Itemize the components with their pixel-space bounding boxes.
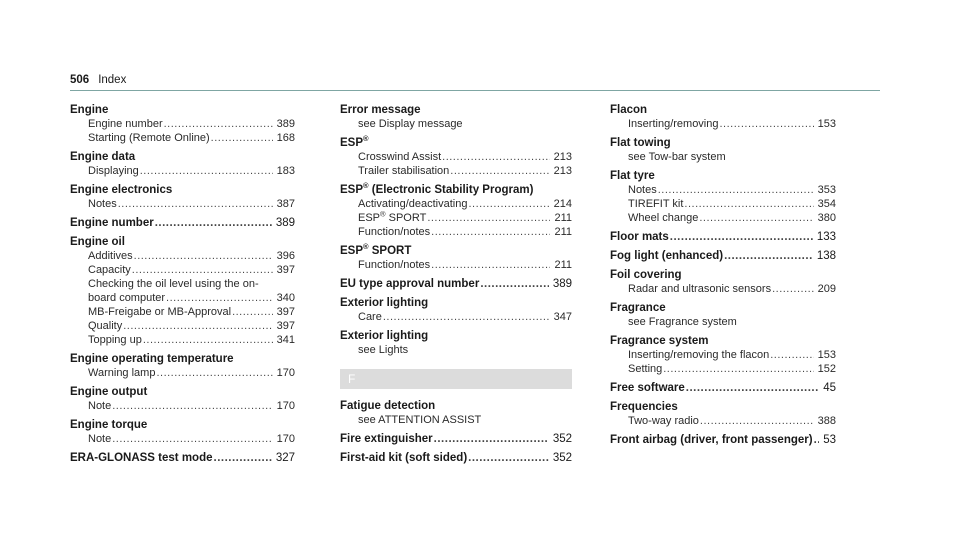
entry-title-row — [610, 301, 836, 315]
entry-title-row[interactable] — [70, 451, 295, 465]
entry-title-row — [70, 352, 295, 366]
dot-leader — [772, 282, 814, 296]
sub-entry[interactable] — [70, 131, 295, 145]
page-ref[interactable]: 340 — [276, 292, 295, 304]
dot-leader — [686, 381, 819, 395]
index-entry — [610, 334, 836, 376]
entry-title: Engine oil — [70, 236, 125, 248]
page-ref[interactable]: 168 — [276, 132, 295, 144]
page-ref[interactable]: 214 — [553, 198, 572, 210]
page-ref[interactable]: 389 — [276, 118, 295, 130]
sub-entry[interactable] — [340, 258, 572, 272]
sub-entry-text: see Tow-bar system — [628, 151, 726, 163]
sub-entry[interactable] — [70, 117, 295, 131]
entry-title-row — [70, 235, 295, 249]
index-entry — [340, 183, 572, 239]
dot-leader — [814, 433, 820, 447]
sub-entry[interactable] — [610, 211, 836, 225]
sub-entry — [610, 315, 836, 329]
page-ref[interactable]: 152 — [817, 363, 836, 375]
dot-leader — [720, 117, 814, 131]
sub-entry[interactable] — [340, 150, 572, 164]
sub-entry-text: Inserting/removing — [628, 118, 719, 130]
dot-leader — [468, 197, 549, 211]
entry-title: Fog light (enhanced) — [610, 250, 724, 262]
registered-mark: ® — [363, 181, 369, 191]
page-ref[interactable]: 45 — [823, 382, 836, 394]
index-column-3 — [610, 103, 836, 452]
index-entry — [610, 268, 836, 296]
dot-leader — [134, 249, 273, 263]
entry-title: ESP® SPORT — [340, 242, 412, 257]
sub-entry[interactable] — [610, 362, 836, 376]
page-ref[interactable]: 138 — [816, 250, 836, 262]
index-entry — [340, 103, 572, 131]
index-entry — [70, 385, 295, 413]
dot-leader — [112, 432, 272, 446]
sub-entry[interactable] — [70, 249, 295, 263]
page-ref[interactable]: 170 — [276, 433, 295, 445]
dot-leader — [431, 258, 550, 272]
index-entry — [340, 277, 572, 291]
index-entry — [610, 433, 836, 447]
index-entry — [70, 216, 295, 230]
dot-leader — [468, 451, 549, 465]
index-entry — [610, 136, 836, 164]
page-ref[interactable]: 352 — [552, 452, 572, 464]
dot-leader — [156, 366, 272, 380]
page-ref[interactable]: 352 — [552, 433, 572, 445]
sub-entry-text: Two-way radio — [628, 415, 699, 427]
sub-entry[interactable] — [70, 333, 295, 347]
page-ref[interactable]: 397 — [276, 320, 295, 332]
index-entry — [70, 150, 295, 178]
sub-entry[interactable] — [70, 277, 295, 305]
dot-leader — [143, 333, 273, 347]
sub-entry[interactable] — [610, 183, 836, 197]
sub-entry-text: Starting (Remote Online) — [88, 132, 210, 144]
entry-title-row — [340, 244, 572, 258]
entry-title: Exterior lighting — [340, 330, 429, 342]
sub-entry — [340, 413, 572, 427]
dot-leader — [700, 414, 814, 428]
index-entry — [70, 183, 295, 211]
index-entry — [340, 451, 572, 465]
sub-entry[interactable] — [70, 432, 295, 446]
dot-leader — [232, 305, 273, 319]
index-entry — [340, 136, 572, 178]
page-ref[interactable]: 387 — [276, 198, 295, 210]
sub-entry-text: ESP® SPORT — [358, 209, 427, 224]
entry-title: Frequencies — [610, 401, 678, 413]
entry-title-row[interactable] — [340, 451, 572, 465]
entry-title: Engine output — [70, 386, 148, 398]
entry-title: Engine electronics — [70, 184, 173, 196]
sub-entry[interactable] — [340, 225, 572, 239]
dot-leader — [663, 362, 813, 376]
sub-entry-text: Notes — [628, 184, 657, 196]
page-ref[interactable]: 153 — [817, 118, 836, 130]
entry-title: First-aid kit (soft sided) — [340, 452, 468, 464]
page-ref[interactable]: 153 — [817, 349, 836, 361]
entry-title-row — [340, 399, 572, 413]
sub-entry-text: Crosswind Assist — [358, 151, 442, 163]
sub-entry-text: Wheel change — [628, 212, 699, 224]
sub-entry-text: see Fragrance system — [628, 316, 737, 328]
entry-title: Fire extinguisher — [340, 433, 433, 445]
entry-title: Front airbag (driver, front passenger) — [610, 434, 813, 446]
index-entry — [340, 432, 572, 446]
entry-title: Floor mats — [610, 231, 669, 243]
page-ref[interactable]: 396 — [276, 250, 295, 262]
entry-title-row — [610, 169, 836, 183]
page-ref[interactable]: 213 — [553, 165, 572, 177]
sub-entry-text: Activating/deactivating — [358, 198, 468, 210]
page-ref[interactable]: 341 — [276, 334, 295, 346]
entry-title-row — [70, 418, 295, 432]
entry-title-row — [340, 329, 572, 343]
index-entry — [610, 169, 836, 225]
dot-leader — [684, 197, 813, 211]
page-ref[interactable]: 211 — [554, 226, 572, 238]
entry-title: Engine operating temperature — [70, 353, 234, 365]
page-ref[interactable]: 183 — [276, 165, 295, 177]
page-ref[interactable]: 170 — [276, 400, 295, 412]
dot-leader — [724, 249, 813, 263]
dot-leader — [166, 291, 273, 305]
entry-title-row — [340, 136, 572, 150]
page-ref[interactable]: 353 — [817, 184, 836, 196]
registered-mark: ® — [363, 134, 369, 144]
sub-entry-text: see Display message — [358, 118, 463, 130]
dot-leader — [442, 150, 550, 164]
entry-title: Exterior lighting — [340, 297, 429, 309]
dot-leader — [480, 277, 549, 291]
sub-entry-text: Function/notes — [358, 259, 431, 271]
entry-title: Error message — [340, 104, 421, 116]
dot-leader — [112, 399, 272, 413]
entry-title-row — [610, 334, 836, 348]
index-entry — [340, 244, 572, 272]
sub-entry-text: MB-Freigabe or MB-Approval — [88, 306, 232, 318]
sub-entry[interactable] — [70, 399, 295, 413]
sub-entry[interactable] — [70, 366, 295, 380]
dot-leader — [132, 263, 273, 277]
sub-entry-text: Note — [88, 433, 112, 445]
index-column-2 — [340, 103, 572, 470]
sub-entry[interactable] — [610, 348, 836, 362]
sub-entry-text: Function/notes — [358, 226, 431, 238]
index-entry — [610, 301, 836, 329]
sub-entry-text: see Lights — [358, 344, 409, 356]
sub-entry-text: Care — [358, 311, 382, 323]
sub-entry-text: Engine number — [88, 118, 163, 130]
index-entry — [70, 418, 295, 446]
page-ref[interactable]: 170 — [276, 367, 295, 379]
entry-title: Foil covering — [610, 269, 682, 281]
sub-entry-text: Additives — [88, 250, 133, 262]
index-entry — [70, 235, 295, 347]
entry-title: Engine data — [70, 151, 136, 163]
page-ref[interactable]: 209 — [817, 283, 836, 295]
sub-entry[interactable] — [610, 414, 836, 428]
sub-entry[interactable] — [340, 197, 572, 211]
sub-entry-text: Setting — [628, 363, 663, 375]
dot-leader — [670, 230, 813, 244]
index-entry — [610, 230, 836, 244]
entry-title-row — [610, 268, 836, 282]
page-number: 506 — [70, 74, 90, 86]
section-letter: F — [348, 372, 356, 386]
sub-entry[interactable] — [340, 164, 572, 178]
sub-entry-text: Inserting/removing the flacon — [628, 349, 770, 361]
sub-entry[interactable] — [610, 117, 836, 131]
sub-entry — [610, 150, 836, 164]
entry-title-row — [340, 296, 572, 310]
sub-entry — [340, 343, 572, 357]
sub-entry-text: Topping up — [88, 334, 142, 346]
index-entry — [340, 296, 572, 324]
dot-leader — [155, 216, 272, 230]
entry-title-row — [340, 183, 572, 197]
page-ref[interactable]: 354 — [817, 198, 836, 210]
entry-title-row — [610, 400, 836, 414]
page-ref[interactable]: 211 — [554, 259, 572, 271]
page-ref[interactable]: 53 — [823, 434, 836, 446]
sub-entry-text: Checking the oil level using the on- — [88, 278, 259, 290]
entry-title-row — [340, 103, 572, 117]
entry-title: Engine number — [70, 217, 154, 229]
header-divider — [70, 90, 880, 91]
entry-title: EU type approval number — [340, 278, 480, 290]
entry-title-row — [70, 103, 295, 117]
dot-leader — [123, 319, 272, 333]
page-ref[interactable]: 347 — [553, 311, 572, 323]
sub-entry-text: Note — [88, 400, 112, 412]
page-ref[interactable]: 388 — [817, 415, 836, 427]
entry-title-row — [70, 183, 295, 197]
dot-leader — [427, 211, 550, 225]
page-ref[interactable]: 389 — [552, 278, 572, 290]
sub-entry-text: Quality — [88, 320, 123, 332]
sub-entry[interactable] — [340, 211, 572, 225]
entry-title: Flacon — [610, 104, 648, 116]
sub-entry[interactable] — [70, 197, 295, 211]
index-entry — [340, 329, 572, 357]
index-column-1 — [70, 103, 295, 470]
index-entry — [610, 249, 836, 263]
index-entry — [610, 381, 836, 395]
index-entry — [70, 352, 295, 380]
sub-entry-text: Warning lamp — [88, 367, 156, 379]
entry-title-row[interactable] — [340, 432, 572, 446]
entry-title: Fatigue detection — [340, 400, 436, 412]
sub-entry-line — [88, 291, 295, 305]
dot-leader — [140, 164, 273, 178]
registered-mark: ® — [380, 209, 386, 219]
entry-title-row — [70, 150, 295, 164]
page-header — [70, 74, 126, 86]
sub-entry — [340, 117, 572, 131]
dot-leader — [118, 197, 273, 211]
index-entry — [70, 103, 295, 145]
sub-entry-text: Displaying — [88, 165, 139, 177]
page-ref[interactable]: 133 — [816, 231, 836, 243]
page-ref[interactable]: 380 — [817, 212, 836, 224]
dot-leader — [699, 211, 813, 225]
entry-title-row[interactable] — [610, 381, 836, 395]
sub-entry[interactable] — [610, 197, 836, 211]
entry-title: Fragrance system — [610, 335, 709, 347]
dot-leader — [214, 451, 272, 465]
entry-title-row — [70, 385, 295, 399]
sub-entry-text: Radar and ultrasonic sensors — [628, 283, 772, 295]
entry-title-row[interactable] — [610, 249, 836, 263]
page-ref[interactable]: 213 — [553, 151, 572, 163]
entry-title-row[interactable] — [340, 277, 572, 291]
sub-entry-text: Notes — [88, 198, 117, 210]
entry-title: Fragrance — [610, 302, 666, 314]
entry-title: Engine — [70, 104, 109, 116]
index-entry — [610, 400, 836, 428]
dot-leader — [450, 164, 549, 178]
index-entry — [610, 103, 836, 131]
section-title: Index — [98, 74, 127, 86]
dot-leader — [383, 310, 550, 324]
index-entry — [70, 451, 295, 465]
entry-title-row[interactable] — [610, 433, 836, 447]
page-ref[interactable]: 211 — [554, 212, 572, 224]
entry-title: Free software — [610, 382, 685, 394]
sub-entry-text: TIREFIT kit — [628, 198, 684, 210]
page-ref[interactable]: 397 — [276, 306, 295, 318]
dot-leader — [164, 117, 273, 131]
sub-entry[interactable] — [70, 263, 295, 277]
sub-entry-text: see ATTENTION ASSIST — [358, 414, 482, 426]
page-ref[interactable]: 389 — [275, 217, 295, 229]
registered-mark: ® — [363, 242, 369, 252]
sub-entry[interactable] — [610, 282, 836, 296]
index-entry — [340, 399, 572, 427]
entry-title-row[interactable] — [70, 216, 295, 230]
section-divider — [340, 369, 572, 389]
dot-leader — [770, 348, 813, 362]
dot-leader — [211, 131, 273, 145]
sub-entry[interactable] — [70, 319, 295, 333]
page-ref[interactable]: 397 — [276, 264, 295, 276]
entry-title: ESP® (Electronic Stability Program) — [340, 181, 534, 196]
page-ref[interactable]: 327 — [275, 452, 295, 464]
sub-entry[interactable] — [70, 164, 295, 178]
sub-entry-text: Capacity — [88, 264, 131, 276]
dot-leader — [431, 225, 550, 239]
sub-entry-text: board computer — [88, 292, 166, 304]
entry-title-row[interactable] — [610, 230, 836, 244]
entry-title: ERA-GLONASS test mode — [70, 452, 213, 464]
sub-entry-text: Trailer stabilisation — [358, 165, 450, 177]
dot-leader — [658, 183, 814, 197]
entry-title: Engine torque — [70, 419, 148, 431]
dot-leader — [434, 432, 549, 446]
sub-entry-line — [88, 277, 295, 291]
entry-title-row — [610, 103, 836, 117]
entry-title-row — [610, 136, 836, 150]
sub-entry[interactable] — [340, 310, 572, 324]
entry-title: Flat towing — [610, 137, 671, 149]
sub-entry[interactable] — [70, 305, 295, 319]
entry-title: ESP® — [340, 134, 369, 149]
entry-title: Flat tyre — [610, 170, 655, 182]
